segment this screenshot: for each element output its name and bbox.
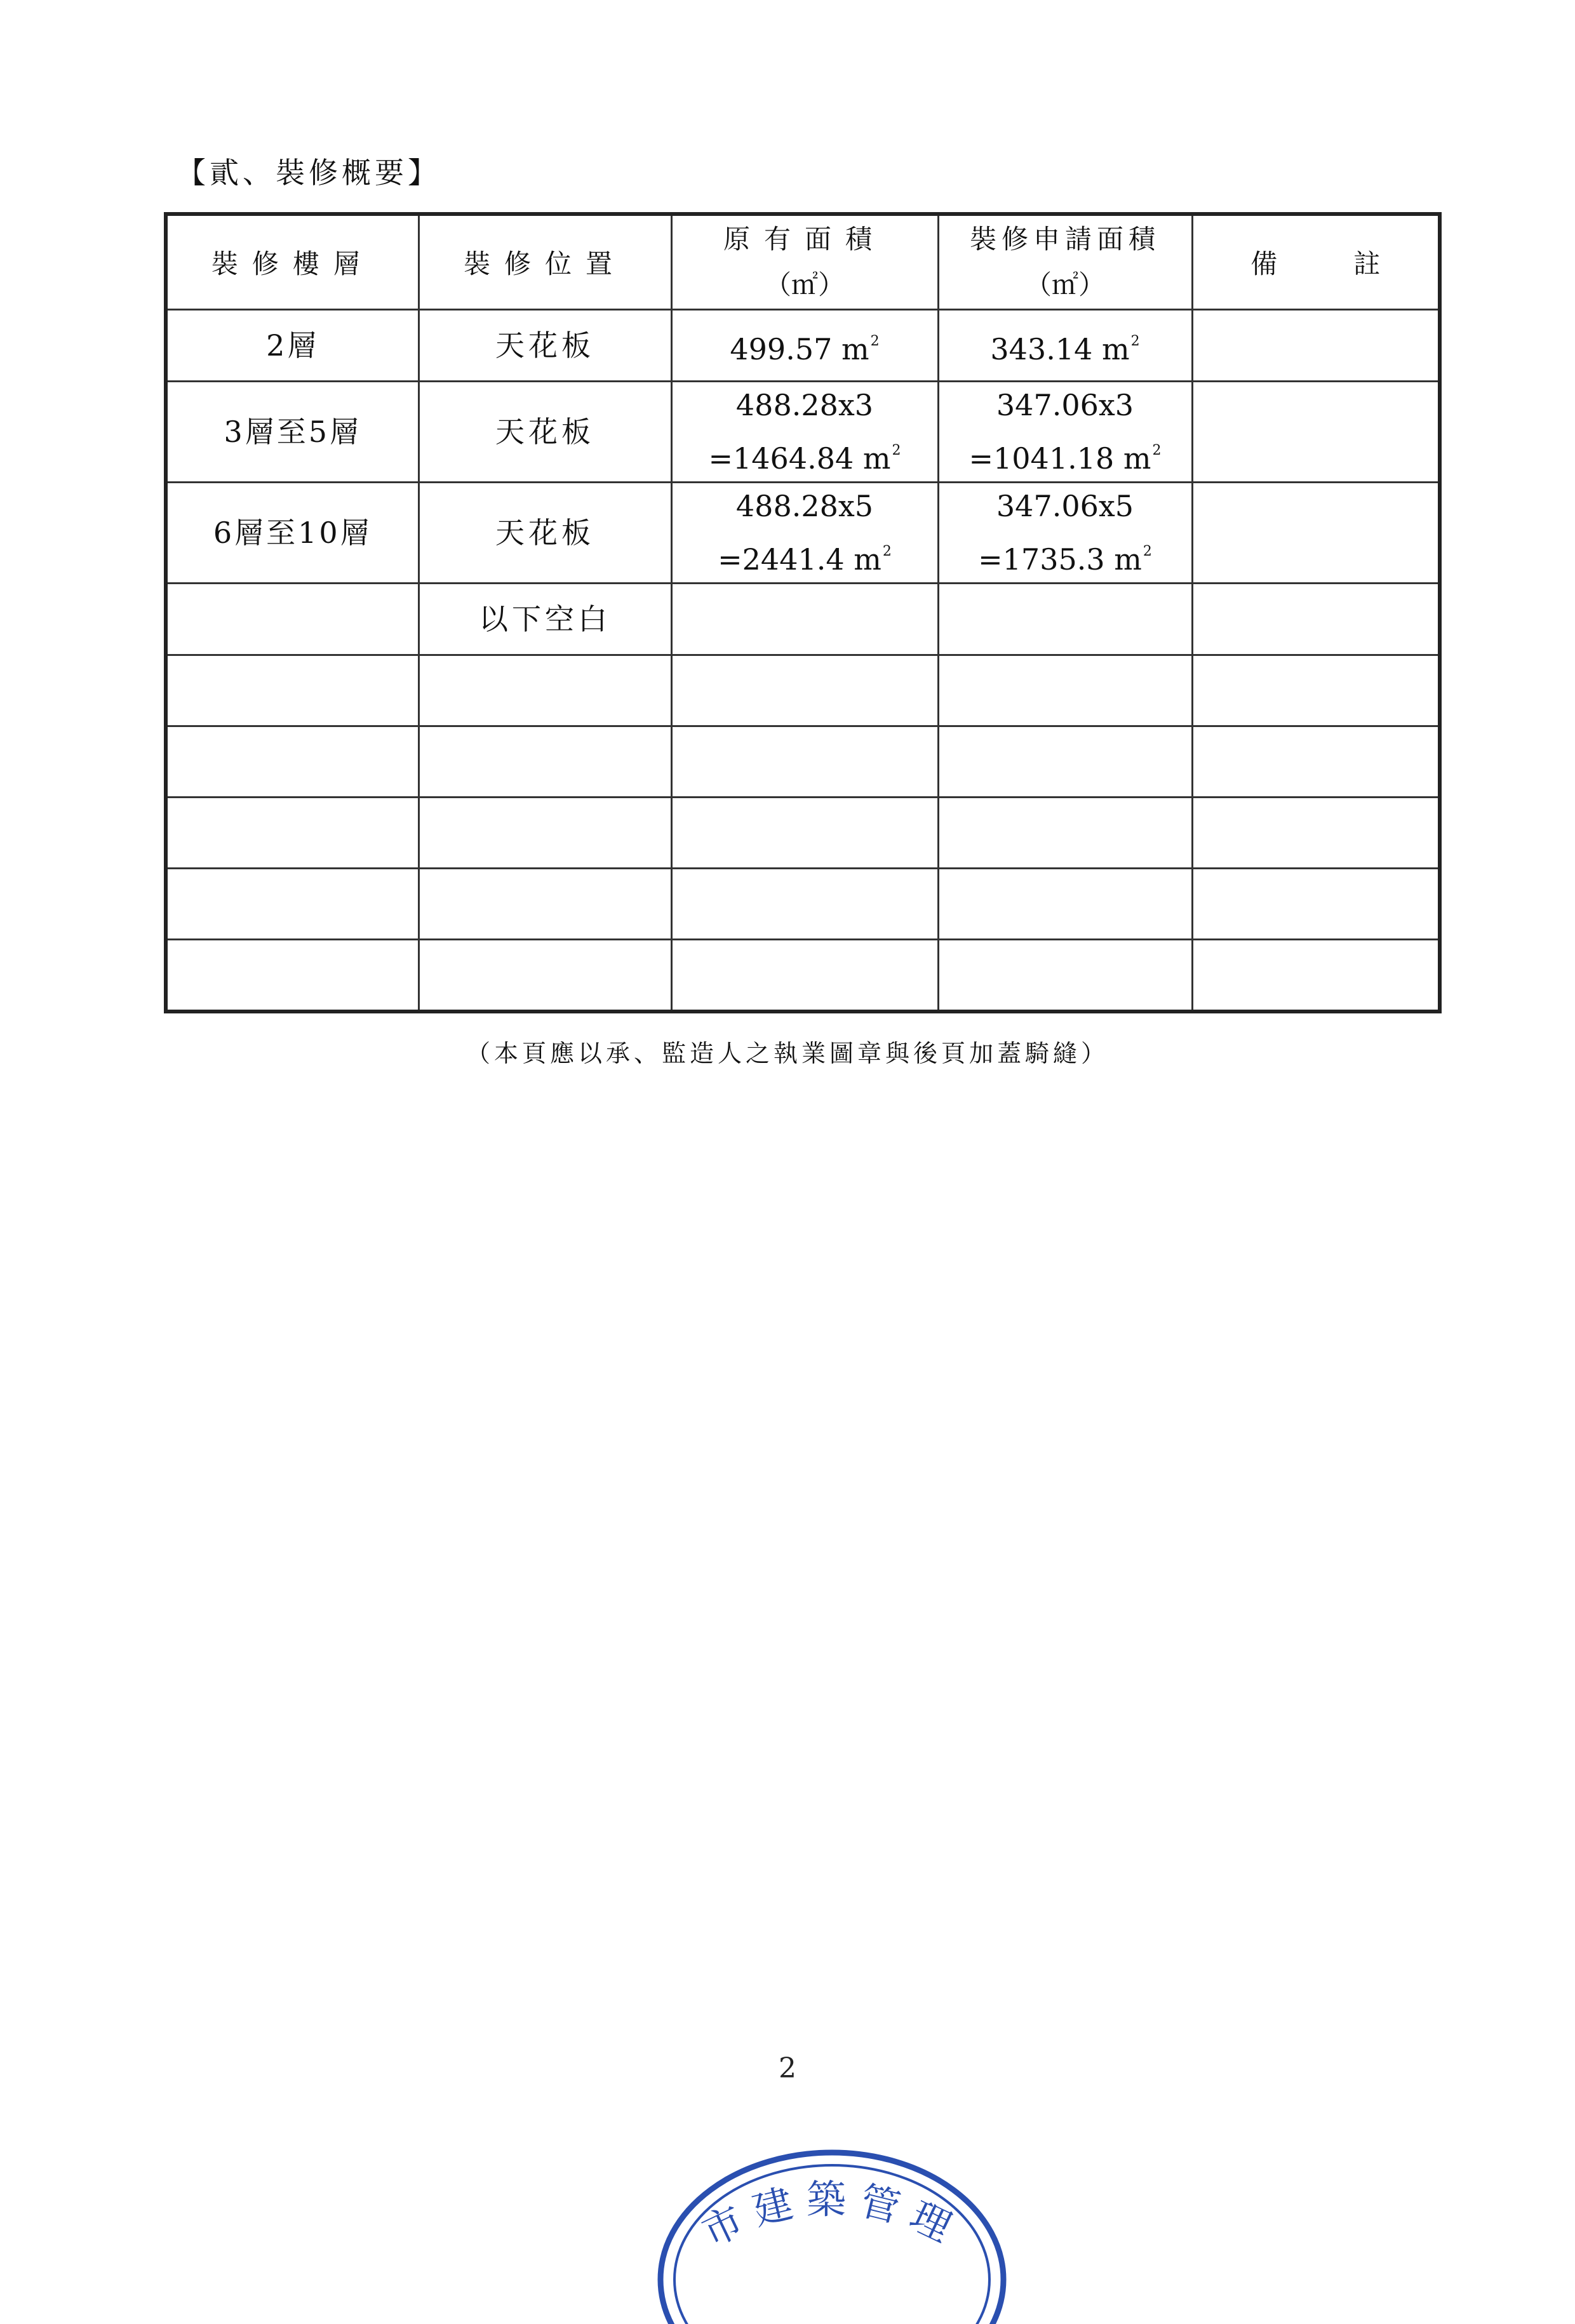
header-location: 裝修位置 xyxy=(419,214,671,310)
table-row-blank xyxy=(166,869,1440,940)
renovation-summary-table xyxy=(164,212,1442,1013)
cell-applied-area xyxy=(938,584,1192,655)
cell-location: 天花板 xyxy=(419,483,671,584)
header-note: 備 註 xyxy=(1192,214,1440,310)
section-title: 【貳、裝修概要】 xyxy=(177,156,441,190)
cell-original-area xyxy=(671,584,938,655)
cell-location: 天花板 xyxy=(419,310,671,382)
cell-applied-area: 347.06x3 =1041.18 $m^2$ xyxy=(938,382,1192,483)
cell-floor: 3層至5層 xyxy=(166,382,419,483)
cell-note xyxy=(1192,483,1440,584)
cell-floor: 2層 xyxy=(166,310,419,382)
header-applied-area: 裝修申請面積 （㎡） xyxy=(938,214,1192,310)
cell-note xyxy=(1192,584,1440,655)
cell-floor xyxy=(166,584,419,655)
table-row xyxy=(166,382,1440,483)
svg-text:市建築管理: 市建築管理 xyxy=(695,2176,969,2256)
cell-original-area: 488.28x3 =1464.84 $m^2$ xyxy=(671,382,938,483)
cell-location: 以下空白 xyxy=(419,584,671,655)
cell-original-area: 499.57 $m^2$ xyxy=(671,310,938,382)
cell-original-area: 488.28x5 =2441.4 $m^2$ xyxy=(671,483,938,584)
table-row-blank xyxy=(166,940,1440,1012)
header-original-area: 原有面積 （㎡） xyxy=(671,214,938,310)
table-row xyxy=(166,483,1440,584)
cell-floor: 6層至10層 xyxy=(166,483,419,584)
table-row xyxy=(166,584,1440,655)
table-header-row xyxy=(166,214,1440,310)
seal-instruction-footnote: （本頁應以承、監造人之執業圖章與後頁加蓋騎縫） xyxy=(466,1039,1109,1067)
cell-applied-area: 347.06x5 =1735.3 $m^2$ xyxy=(938,483,1192,584)
cell-location: 天花板 xyxy=(419,382,671,483)
page-number: 2 xyxy=(779,2052,796,2085)
table-row-blank xyxy=(166,726,1440,798)
cell-applied-area: 343.14 $m^2$ xyxy=(938,310,1192,382)
table-row-blank xyxy=(166,798,1440,869)
header-floor: 裝修樓層 xyxy=(166,214,419,310)
official-seal-stamp xyxy=(641,2134,1022,2324)
cell-note xyxy=(1192,310,1440,382)
table-row xyxy=(166,310,1440,382)
table-row-blank xyxy=(166,655,1440,726)
cell-note xyxy=(1192,382,1440,483)
